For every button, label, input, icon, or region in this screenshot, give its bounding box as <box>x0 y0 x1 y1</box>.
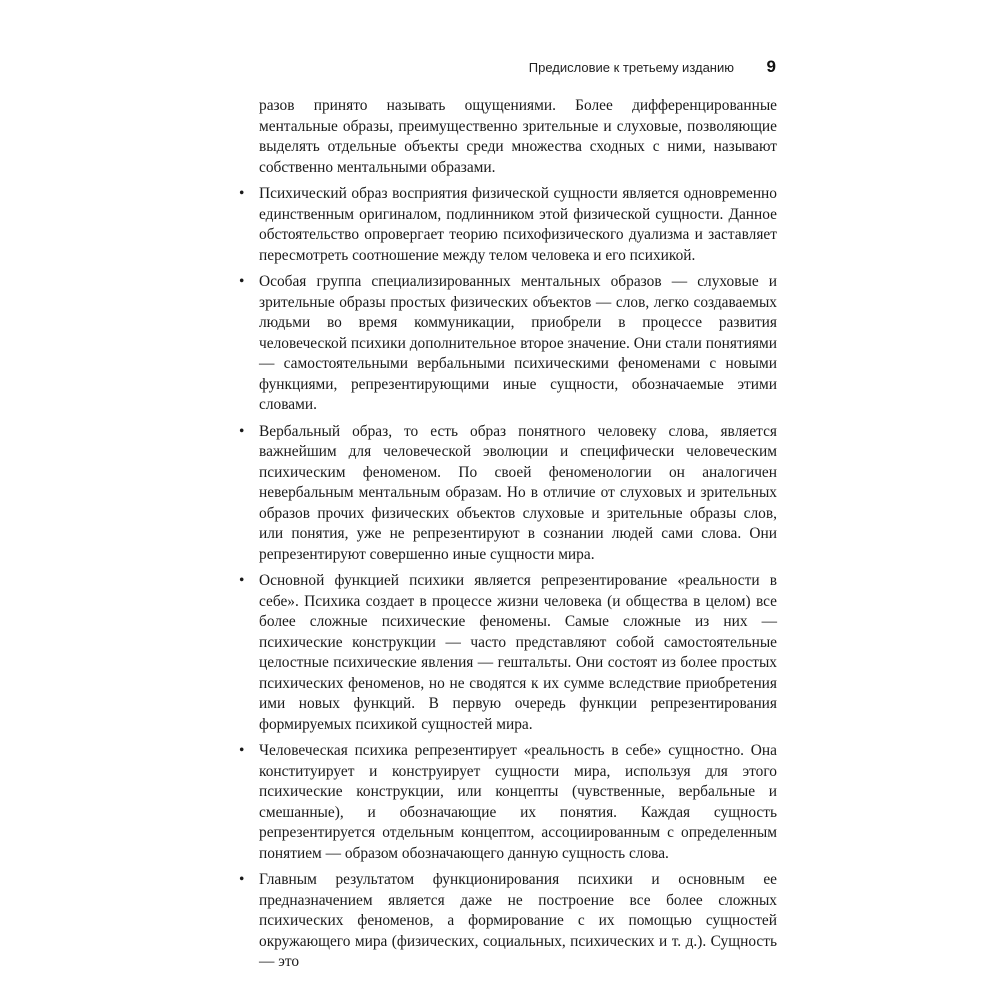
continuation-paragraph: разов принято называть ощущениями. Более дифференцированные ментальные образы, преимущественно зрительные и слуховые, позволяющие выделять отдельные объекты среди множества сходных с ними, называют собственно ментальными образами. <box>259 97 777 176</box>
bullet-item <box>237 422 777 566</box>
bullet-icon: • <box>239 871 245 888</box>
bullet-item <box>237 272 777 416</box>
bullet-icon: • <box>239 185 245 202</box>
bullet-text: Главным результатом функционирования психики и основным ее предназначением является даже не построение все более сложных психических феноменов, а формирование с их помощью сущностей окружающего мира (физических, социальных, психических и т. д.). Сущность — это <box>259 871 777 970</box>
bullet-item <box>237 571 777 735</box>
bullet-text: Основной функцией психики является репрезентирование «реальности в себе». Психика создает в процессе жизни человека (и общества в целом) все более сложные психические феномены. Самые сложные из них — психические конструкции — часто представляют собой самостоятельные целостные психические явления — гештальты. Они состоят из более простых психических феноменов, но не сводятся к их сумме вследствие приобретения ими новых функций. В первую очередь функции репрезентирования формируемых психикой сущностей мира. <box>259 572 777 733</box>
bullet-icon: • <box>239 572 245 589</box>
bullet-item <box>237 870 777 973</box>
bullet-text: Вербальный образ, то есть образ понятного человеку слова, является важнейшим для человеческой эволюции и специфически человеческим психическим феноменом. По своей феноменологии он аналогичен невербальным ментальным образам. Но в отличие от слуховых и зрительных образов прочих физических объектов слуховые и зрительные образы слов, или понятия, уже не репрезентируют в сознании людей сами слова. Они репрезентируют совершенно иные сущности мира. <box>259 422 777 563</box>
bullet-text: Человеческая психика репрезентирует «реальность в себе» сущностно. Она конституирует и конструирует сущности мира, используя для этого психические конструкции, или концепты (чувственные, вербальные и смешанные), и обозначающие их понятия. Каждая сущность репрезентируется отдельным концептом, ассоциированным с определенным понятием — образом обозначающего данную сущность слова. <box>259 742 777 862</box>
running-title: Предисловие к третьему изданию <box>528 60 734 75</box>
bullet-icon: • <box>239 422 245 440</box>
page-number: 9 <box>766 57 776 76</box>
bullet-item <box>237 184 777 266</box>
bullet-text: Особая группа специализированных ментальных образов — слуховые и зрительные образы простых физических объектов — слов, легко создаваемых людьми во время коммуникации, приобрели в процессе развития человеческой психики дополнительное второе значение. Они стали понятиями — самостоятельными вербальными психическими феноменами с новыми функциями, репрезентирующими иные сущности, обозначаемые этими словами. <box>259 273 777 413</box>
bullet-icon: • <box>239 273 245 290</box>
bullet-item <box>237 741 777 864</box>
bullet-icon: • <box>239 742 245 759</box>
body-text <box>237 96 777 979</box>
bullet-text: Психический образ восприятия физической сущности является одновременно единственным оригиналом, подлинником этой физической сущности. Данное обстоятельство опровергает теорию психофизического дуализма и заставляет пересмотреть соотношение между телом человека и его психикой. <box>259 185 777 264</box>
running-header <box>420 58 780 78</box>
bullet-list <box>237 184 777 973</box>
